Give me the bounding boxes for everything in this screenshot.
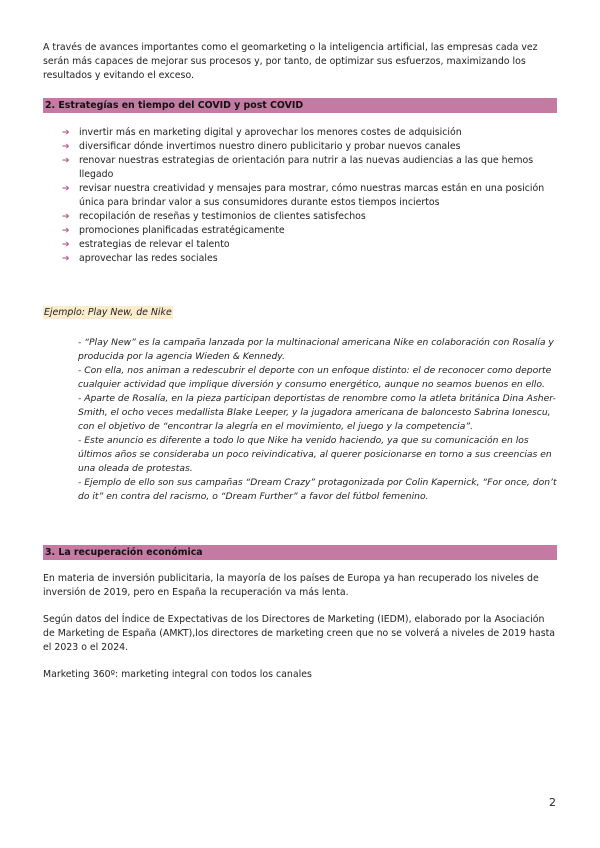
list-item: ➔ promociones planificadas estratégicamente xyxy=(62,225,285,236)
list-item: ➔ invertir más en marketing digital y aprovechar los menores costes de adquisición xyxy=(62,127,462,138)
arrow-bullet-icon: ➔ xyxy=(62,156,70,166)
list-item: - Este anuncio es diferente a todo lo que Nike ha venido haciendo, ya que su comunicación en los últimos años se consideraba un poco reivindicativa, al querer posicionarse en torno a sus creencias en una oleada de protestas. xyxy=(78,435,552,474)
arrow-bullet-icon: ➔ xyxy=(62,240,70,250)
list-item: ➔ renovar nuestras estrategias de orientación para nutrir a las nuevas audiencias a las que hemos llegado xyxy=(62,155,534,180)
example-label: Ejemplo: Play New, de Nike xyxy=(44,307,172,318)
arrow-bullet-icon: ➔ xyxy=(62,184,70,194)
intro-paragraph: A través de avances importantes como el geomarketing o la inteligencia artificial, las empresas cada vez serán más capaces de mejorar sus procesos y, por tanto, de optimizar sus esfuerzos, maximizando los resultados y evitando el exceso. xyxy=(43,42,538,81)
arrow-bullet-icon: ➔ xyxy=(62,212,70,222)
section-2-heading: 2. Estrategías en tiempo del COVID y post COVID xyxy=(43,98,557,113)
arrow-bullet-icon: ➔ xyxy=(62,254,70,264)
section-3-paragraph-1: En materia de inversión publicitaria, la mayoría de los países de Europa ya han recuperado los niveles de inversión de 2019, pero en España la recuperación va más lenta. xyxy=(43,573,539,598)
section-3-heading: 3. La recuperación económica xyxy=(43,545,557,560)
list-item: ➔ diversificar dónde invertimos nuestro dinero publicitario y probar nuevos canales xyxy=(62,141,461,152)
page-number: 2 xyxy=(549,796,556,809)
list-item: - Aparte de Rosalía, en la pieza participan deportistas de renombre como la atleta británica Dina Asher-Smith, el ocho veces medallista Blake Leeper, y la jugadora americana de baloncesto Sabrina Ionescu, con el objetivo de “encontrar la alegría en el movimiento, el juego y la competencia”. xyxy=(78,393,556,432)
arrow-bullet-icon: ➔ xyxy=(62,128,70,138)
list-item: - “Play New” es la campaña lanzada por la multinacional americana Nike en colaboración con Rosalía y producida por la agencia Wieden & Kennedy. xyxy=(78,337,554,362)
section-3-paragraph-2: Según datos del Índice de Expectativas de los Directores de Marketing (IEDM), elaborado por la Asociación de Marketing de España (AMKT),los directores de marketing creen que no se volverá a niveles de 2019 hasta el 2023 o el 2024. xyxy=(43,614,556,653)
strategies-list xyxy=(62,126,562,266)
list-item: ➔ estrategias de relevar el talento xyxy=(62,239,230,250)
list-item: - Ejemplo de ello son sus campañas “Dream Crazy” protagonizada por Colin Kapernick, “For once, don’t do it” en contra del racismo, o “Dream Further” a favor del fútbol femenino. xyxy=(78,477,557,502)
section-3-paragraph-3: Marketing 360º: marketing integral con todos los canales xyxy=(43,669,312,680)
list-item: ➔ revisar nuestra creatividad y mensajes para mostrar, cómo nuestras marcas están en una posición única para brindar valor a sus consumidores durante estos tiempos inciertos xyxy=(62,183,545,208)
list-item: ➔ recopilación de reseñas y testimonios de clientes satisfechos xyxy=(62,211,366,222)
arrow-bullet-icon: ➔ xyxy=(62,142,70,152)
list-item: ➔ aprovechar las redes sociales xyxy=(62,253,218,264)
example-details-list xyxy=(78,336,560,504)
arrow-bullet-icon: ➔ xyxy=(62,226,70,236)
list-item: - Con ella, nos animan a redescubrir el deporte con un enfoque distinto: el de reconocer como deporte cualquier actividad que implique diversión y consumo energético, aunque no seamos buenos en ello. xyxy=(78,365,552,390)
